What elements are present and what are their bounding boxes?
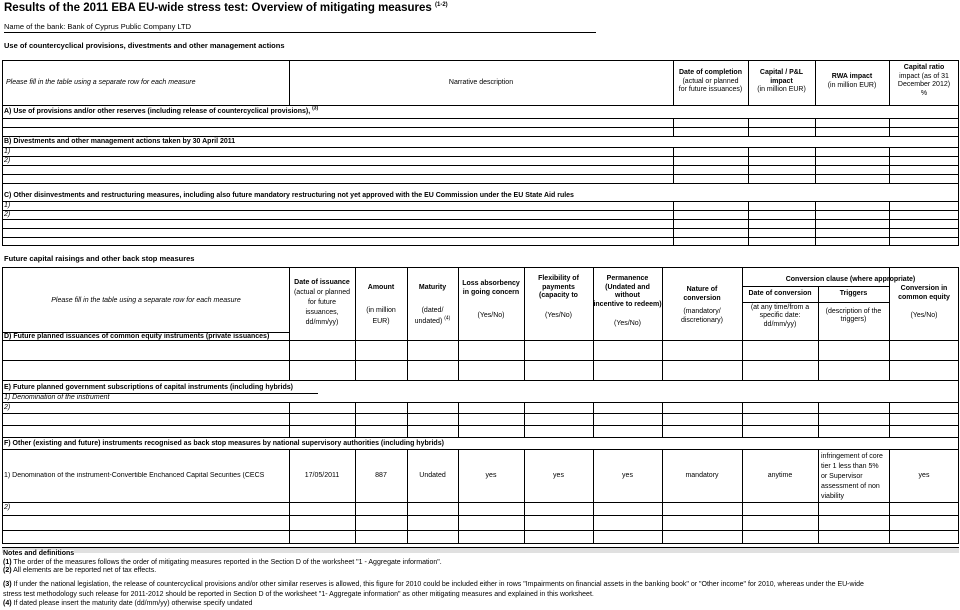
- title-footnote: (1-2): [434, 2, 448, 9]
- narrative-header: Narrative description: [448, 79, 514, 86]
- permanence-value: yes: [622, 472, 633, 479]
- col-date-issuance: Date of issuance (actual or planned for future issuances, dd/mm/yy): [293, 279, 351, 326]
- footnote-3: (3) If under the national legislation, the release of countercyclical provisions and/or other similar reserves is allowed, this figure for 2010 could be included either in rows "Impairments on financial assets in the banking book" or "Other income" for 2010, whereas under the EU-wide: [3, 581, 864, 588]
- issuance-date-value: 17/05/2011: [304, 472, 340, 479]
- section-a-label: A) Use of provisions and/or other reserves (including release of countercyclical provisions), $^{(3)}$: [4, 105, 319, 115]
- section-d-label: D) Future planned issuances of common equity instruments (private issuances): [4, 333, 270, 340]
- section-b-label: B) Divestments and other management actions taken by 30 April 2011: [4, 138, 236, 145]
- footnote-1: (1) The order of the measures follows the order of mitigating measures reported in the Section D of the worksheet "1 - Aggregate information".: [3, 559, 442, 566]
- bank-name: Name of the bank: Bank of Cyprus Public Company LTD: [4, 22, 192, 31]
- col-conversion-date: Date of conversion (at any time/from a specific date: dd/mm/yy): [748, 290, 812, 328]
- col-loss-absorbency: Loss absorbency in going concern (Yes/No): [462, 280, 520, 319]
- section-b-row-2: 2): [4, 157, 11, 164]
- flexibility-value: yes: [553, 472, 564, 479]
- section-e-label: E) Future planned government subscriptions of capital instruments (including hybrids): [4, 384, 293, 391]
- notes-bar: [2, 547, 959, 553]
- col-maturity: Maturity (dated/ undated) $^{(4)}$: [414, 284, 451, 325]
- section-c-row-1: 1): [4, 202, 11, 209]
- notes-heading: Notes and definitions: [3, 550, 75, 557]
- col-common-equity: Conversion in common equity (Yes/No): [898, 285, 950, 319]
- instruction-text: Please fill in the table using a separate row for each measure: [6, 79, 196, 86]
- capital-raisings-heading: Future capital raisings and other back stop measures: [4, 254, 195, 263]
- col-flexibility: Flexibility of payments (capacity to (Yes/No): [538, 275, 579, 319]
- section-subtitle: Use of countercyclical provisions, divestments and other management actions: [4, 41, 285, 50]
- section-c-label: C) Other disinvestments and restructuring measures, including also future mandatory restructuring not yet approved with the EU Commission under the EU State Aid rules: [4, 192, 574, 199]
- instruction-text-2: Please fill in the table using a separate row for each measure: [51, 297, 241, 304]
- footnote-3-continued: stress test methodology such release for 2011-2012 should be reported in Section D of the worksheet "1- Aggregate information" as other mitigating measures and explained in this worksheet.: [3, 591, 594, 598]
- page-title: Results of the 2011 EBA EU-wide stress test: Overview of mitigating measures $^{(1-2)}$: [4, 2, 448, 14]
- footnote-2: (2) All elements are be reported net of tax effects.: [3, 567, 157, 574]
- conversion-date-value: anytime: [767, 472, 793, 479]
- col-capital-ratio: Capital ratio impact (as of 31 December 2012) %: [897, 64, 951, 97]
- col-amount: Amount (in million EUR): [366, 284, 396, 325]
- loss-absorbency-value: yes: [485, 472, 497, 479]
- col-date-completion: Date of completion (actual or planned for future issuances): [678, 69, 743, 93]
- common-equity-value: yes: [918, 472, 930, 479]
- col-permanence: Permanence (Undated and without incentive to redeem) (Yes/No): [593, 275, 662, 327]
- section-b-row-1: 1): [4, 148, 11, 155]
- footnote-4: (4) If dated please insert the maturity date (dd/mm/yy) otherwise specify undated: [3, 600, 253, 607]
- col-triggers: Triggers (description of the triggers): [825, 290, 882, 323]
- col-capital-impact: Capital / P&L impact (in million EUR): [757, 69, 806, 93]
- section-e-row-2: 2): [4, 404, 11, 411]
- section-f-row-2: 2): [4, 504, 11, 511]
- conversion-clause-header: Conversion clause (where appropriate): [785, 276, 916, 283]
- maturity-value: Undated: [419, 472, 446, 479]
- section-c-row-2: 2): [4, 211, 11, 218]
- instrument-name: 1) Denomination of the instrument-Convertible Enchanced Capital Securities (CECS: [4, 472, 265, 479]
- amount-value: 887: [375, 472, 387, 479]
- col-rwa-impact: RWA impact (in million EUR): [827, 73, 877, 89]
- triggers-value: infringement of core tier 1 less than 5% or Supervisor assessment of non viability: [821, 453, 883, 500]
- nature-value: mandatory: [685, 472, 719, 479]
- col-nature-conversion: Nature of conversion (mandatory/ discretionary): [680, 286, 723, 324]
- section-e-row-1: 1) Denomination of the instrument: [4, 394, 110, 401]
- section-f-label: F) Other (existing and future) instruments recognised as back stop measures by national supervisory authorities (including hybrids): [4, 440, 444, 447]
